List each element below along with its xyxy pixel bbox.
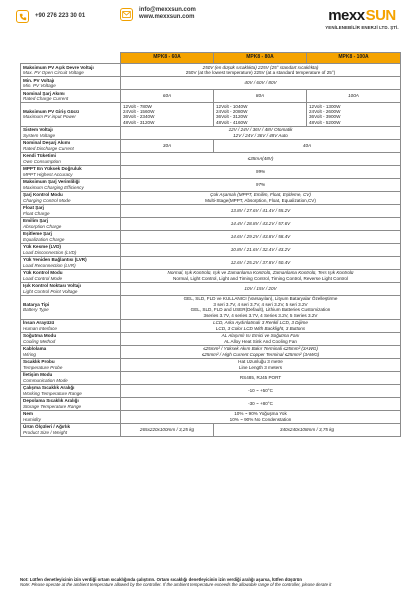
row-value: 14.4V / 28.8V / 43.2V / 57.6V: [121, 217, 401, 230]
table-row: [21, 191, 401, 204]
row-label: Yük Yeniden Bağlantısı (LVR) Load Reconnection (LVR): [21, 256, 121, 269]
mail-icon: [120, 8, 133, 21]
row-value: 12Volt - 1040W 24Volt - 2080W 36Volt - 3120W 48Volt - 4160W: [214, 103, 307, 127]
phone-icon: [16, 10, 29, 23]
column-header-80a: MPK8 - 80A: [214, 53, 307, 64]
table-row: [21, 90, 401, 103]
row-label: Eşitleme Şarj Equalization Charge: [21, 230, 121, 243]
row-value: 13.8V / 27.6V / 41.4V / 55.2V: [121, 204, 401, 217]
table-row: [21, 332, 401, 345]
table-row: [21, 64, 401, 77]
row-value: LCD, Arka Aydınlatmalı 3 Renkli LCD, 3 Dijime LCD, 3 Color LCD With Backlight, 3 Buttons: [121, 319, 401, 332]
row-value: 100A: [307, 90, 401, 103]
row-value: Hat Uzunluğu 3 metre Line Length 3 meters: [121, 358, 401, 371]
row-value: -10 ~ +50°C: [121, 384, 401, 397]
table-row: [21, 139, 401, 152]
email-contact[interactable]: [120, 7, 196, 21]
table-row: [21, 204, 401, 217]
row-value: 12Volt - 1300W 24Volt - 2600W 36Volt - 3900W 48Volt - 5200W: [307, 103, 401, 127]
row-label: Yük Kontrol Modu Load Control Mode: [21, 269, 121, 282]
phone-number: +90 276 223 30 01: [35, 13, 86, 19]
table-row: [21, 384, 401, 397]
row-value: 97%: [121, 178, 401, 191]
footnote-tr: Not: Lütfen denetleyicinin izin verdiği ortam sıcaklığında çalıştırın. Ortam sıcaklığı denetleyicinin izin verdiği aralığı aşarsa, lütfen düşürün: [20, 577, 302, 582]
header-blank-cell: [21, 53, 121, 64]
row-value: 12.6V / 25.2V / 37.8V / 50.4V: [121, 256, 401, 269]
row-label: Nominal Şarj Akımı Rated Charge Current: [21, 90, 121, 103]
row-label: Yük Kesme (LVD) Load Disconnection (LVD): [21, 243, 121, 256]
row-value: 340x240x108mm / 3,75 kg: [214, 423, 401, 436]
row-value: 99%: [121, 165, 401, 178]
row-label: Depolama Sıcaklık Aralığı Storage Temperature Range: [21, 397, 121, 410]
column-header-60a: MPK8 - 60A: [121, 53, 214, 64]
row-label: Nominal Deşarj Akımı Rated Discharge Current: [21, 139, 121, 152]
table-row: [21, 371, 401, 384]
row-value: RS485, RJ45 PORT: [121, 371, 401, 384]
table-row: [21, 77, 401, 90]
row-value: 40A: [214, 139, 401, 152]
row-value: 265x220x100mm / 3,25 kg: [121, 423, 214, 436]
table-row: [21, 423, 401, 436]
row-label: Şarj Kontrol Modu Charging Control Mode: [21, 191, 121, 204]
row-value: AL Alaşımlı Isı Emici ve Soğutma Fanı AL Alloy Heat Sink And Cooling Fan: [121, 332, 401, 345]
row-value: ≤35mA(48V): [121, 152, 401, 165]
table-row: [21, 345, 401, 358]
footnote-en: Note: Please operate at the ambient temperature allowed by the controller. If the ambient temperature exceeds the allowable range of the controller, please derate it: [20, 582, 332, 588]
row-label: Maksimum PV Giriş Gücü Maximum PV input Power: [21, 103, 121, 127]
table-header-row: [21, 53, 401, 64]
spec-table: [20, 52, 401, 437]
table-row: [21, 165, 401, 178]
row-label: Çalışma Sıcaklık Aralığı Working Temperature Range: [21, 384, 121, 397]
table-row: [21, 126, 401, 139]
table-row: [21, 178, 401, 191]
page-header: [0, 0, 419, 40]
row-label: Sistem Voltajı System Voltage: [21, 126, 121, 139]
phone-contact[interactable]: [16, 10, 85, 23]
table-row: [21, 410, 401, 423]
row-value: 60A: [121, 90, 214, 103]
row-label: Maksimum PV Açık Devre Voltajı Max. PV Open Circuit Voltage: [21, 64, 121, 77]
contact-texts: [139, 7, 196, 21]
row-label: Emilim Şarj Absorption Charge: [21, 217, 121, 230]
row-label: Işık Kontrol Noktası Voltajı Light Control Point Voltage: [21, 282, 121, 295]
logo-part-sun: SUN: [365, 7, 396, 24]
row-label: Float Şarj Float Charge: [21, 204, 121, 217]
row-label: İletişim Modu Communication Mode: [21, 371, 121, 384]
row-value: 10V / 15V / 20V: [121, 282, 401, 295]
column-header-100a: MPK8 - 100A: [307, 53, 401, 64]
row-value: 12V / 24V / 36V / 48V Otomatik 12V / 24V / 36V / 48V Auto: [121, 126, 401, 139]
row-value: 250V (en düşük sıcaklıkta) 225V (25° standart sıcaklıkta) 250V (at the lowest temperature) 225V (at a standard temperature of 25°): [121, 64, 401, 77]
row-value: 40V / 60V / 80V: [121, 77, 401, 90]
logo-subtitle: YENİLENEBİLİR ENERJİ LTD. ŞTİ.: [325, 25, 399, 30]
row-label: MPPT En Yüksek Doğruluk MPPT Highest Accuracy: [21, 165, 121, 178]
table-row: [21, 230, 401, 243]
table-row: [21, 256, 401, 269]
table-row: [21, 103, 401, 127]
row-label: Kendi Tüketimi Own Consumption: [21, 152, 121, 165]
row-value: 30A: [121, 139, 214, 152]
company-logo: [319, 7, 405, 35]
email-address[interactable]: info@mexxsun.com: [139, 7, 196, 13]
row-label: Sıcaklık Probu Temperature Probe: [21, 358, 121, 371]
row-value: Çok Aşamalı (MPPT, Emilim, Float, Eşitleme, CV) Multi-Stage(MPPT, Absorption, Float, Equalization,CV): [121, 191, 401, 204]
row-value: ≤25mm² / Yüksek Akım Bakır Terminali ≤25mm² (3AWG) ≤25mm² / High Current Copper Terminal ≤25mm² (3AWG): [121, 345, 401, 358]
row-label: Ürün Ölçüleri / Ağırlık Product Size / Weight: [21, 423, 121, 436]
row-label: Batarya Tipi Battery Type: [21, 295, 121, 319]
row-value: -30 ~ +80°C: [121, 397, 401, 410]
table-row: [21, 217, 401, 230]
table-row: [21, 397, 401, 410]
row-value: GEL, SLD, FLD ve KULLANICI (Varsayılan), Lityum Bataryalar Özelleştirme 3 seri 3.7V, 4 seri 3.7V, 4 seri 3.2V, 5 seri 3.2V GEL, SLD, FLD and USER(Default), Lithium Batteries Customization 3series 3.7V, 4 series 3.7V, 4 Series 3.2V, 5 Series 3.2V: [121, 295, 401, 319]
table-row: [21, 269, 401, 282]
row-value: Normal, Işık Kontrolü, Işık ve Zamanlama Kontrolü, Zamanlama Kontrolü, Ters Işık Kontrolü Normal, Light Control, Light and Timing Control, Timing Control, Reverse Light Control: [121, 269, 401, 282]
row-label: Soğutma Modu Cooling Method: [21, 332, 121, 345]
row-value: 12Volt - 780W 24Volt - 1560W 36Volt - 2340W 48Volt - 3120W: [121, 103, 214, 127]
table-row: [21, 295, 401, 319]
table-row: [21, 152, 401, 165]
logo-wordmark: [319, 7, 405, 24]
logo-part-mexx: mexx: [328, 7, 365, 24]
row-label: İnsan Arayüzü Human Interface: [21, 319, 121, 332]
website-link[interactable]: www.mexxsun.com: [139, 14, 195, 20]
row-value: 80A: [214, 90, 307, 103]
footnote: [20, 577, 400, 587]
table-row: [21, 319, 401, 332]
row-value: 10.8V / 21.6V / 32.4V / 43.2V: [121, 243, 401, 256]
table-row: [21, 358, 401, 371]
table-row: [21, 282, 401, 295]
row-value: 14.6V / 29.2V / 43.8V / 58.4V: [121, 230, 401, 243]
row-label: Nem Humidity: [21, 410, 121, 423]
row-value: 10% ~ 90% Yoğuşma Yok 10% ~ 90% No Condenstation: [121, 410, 401, 423]
row-label: Kablolama Wiring: [21, 345, 121, 358]
row-label: Maksimum Şarj Verimliliği Maximum Charging Efficiency: [21, 178, 121, 191]
table-row: [21, 243, 401, 256]
row-label: Min. PV Voltajı Min. PV Voltage: [21, 77, 121, 90]
